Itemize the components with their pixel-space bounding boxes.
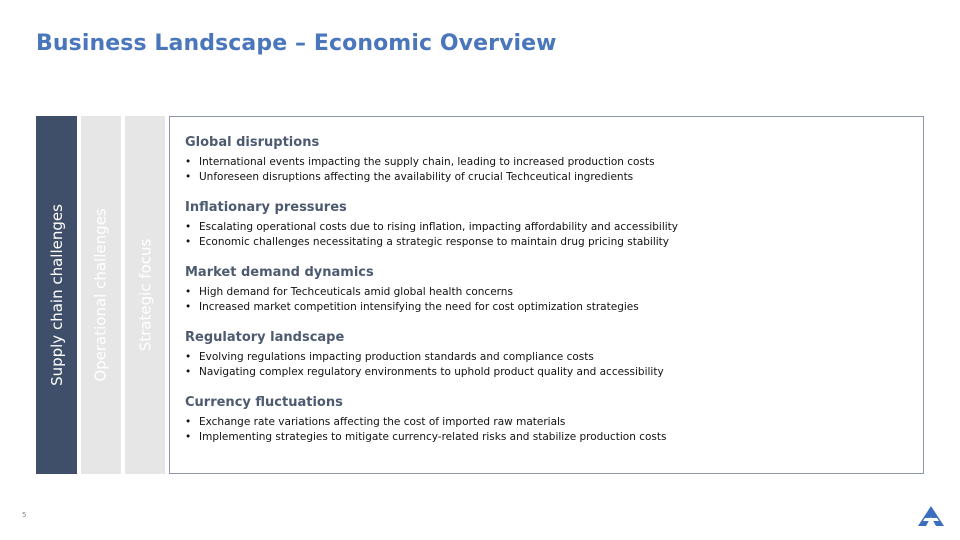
tab-label: Operational challenges	[92, 208, 111, 382]
slide-title: Business Landscape – Economic Overview	[36, 31, 557, 56]
bullet-item: • Exchange rate variations affecting the cost of imported raw materials	[185, 415, 913, 430]
bullet-list	[185, 220, 913, 250]
bullet-item: • Navigating complex regulatory environments to uphold product quality and accessibility	[185, 365, 913, 380]
bullet-item: • Unforeseen disruptions affecting the availability of crucial Techceutical ingredients	[185, 170, 913, 185]
section-heading: Market demand dynamics	[185, 265, 374, 280]
tab-strategic-focus[interactable]	[125, 116, 165, 474]
bullet-item: • Increased market competition intensifying the need for cost optimization strategies	[185, 300, 913, 315]
tab-label: Strategic focus	[136, 238, 155, 352]
section-market-demand-dynamics	[185, 265, 913, 315]
section-inflationary-pressures	[185, 200, 913, 250]
bullet-item: • Implementing strategies to mitigate currency-related risks and stabilize production costs	[185, 430, 913, 445]
section-heading: Regulatory landscape	[185, 330, 345, 345]
content-panel	[169, 116, 924, 474]
bullet-list	[185, 415, 913, 445]
page-number: 5	[22, 511, 27, 519]
bullet-item: • Escalating operational costs due to rising inflation, impacting affordability and accessibility	[185, 220, 913, 235]
section-global-disruptions	[185, 135, 913, 185]
bullet-item: • Economic challenges necessitating a strategic response to maintain drug pricing stability	[185, 235, 913, 250]
company-logo-icon	[918, 506, 944, 526]
section-regulatory-landscape	[185, 330, 913, 380]
bullet-item: • High demand for Techceuticals amid global health concerns	[185, 285, 913, 300]
section-heading: Global disruptions	[185, 135, 320, 150]
section-heading: Currency fluctuations	[185, 395, 343, 410]
tab-label: Supply chain challenges	[47, 204, 66, 386]
section-currency-fluctuations	[185, 395, 913, 445]
tab-operational-challenges[interactable]	[81, 116, 121, 474]
bullet-list	[185, 285, 913, 315]
bullet-list	[185, 350, 913, 380]
section-heading: Inflationary pressures	[185, 200, 347, 215]
tab-supply-chain-challenges[interactable]	[36, 116, 77, 474]
section-list	[185, 135, 913, 460]
bullet-list	[185, 155, 913, 185]
bullet-item: • Evolving regulations impacting production standards and compliance costs	[185, 350, 913, 365]
bullet-item: • International events impacting the supply chain, leading to increased production costs	[185, 155, 913, 170]
